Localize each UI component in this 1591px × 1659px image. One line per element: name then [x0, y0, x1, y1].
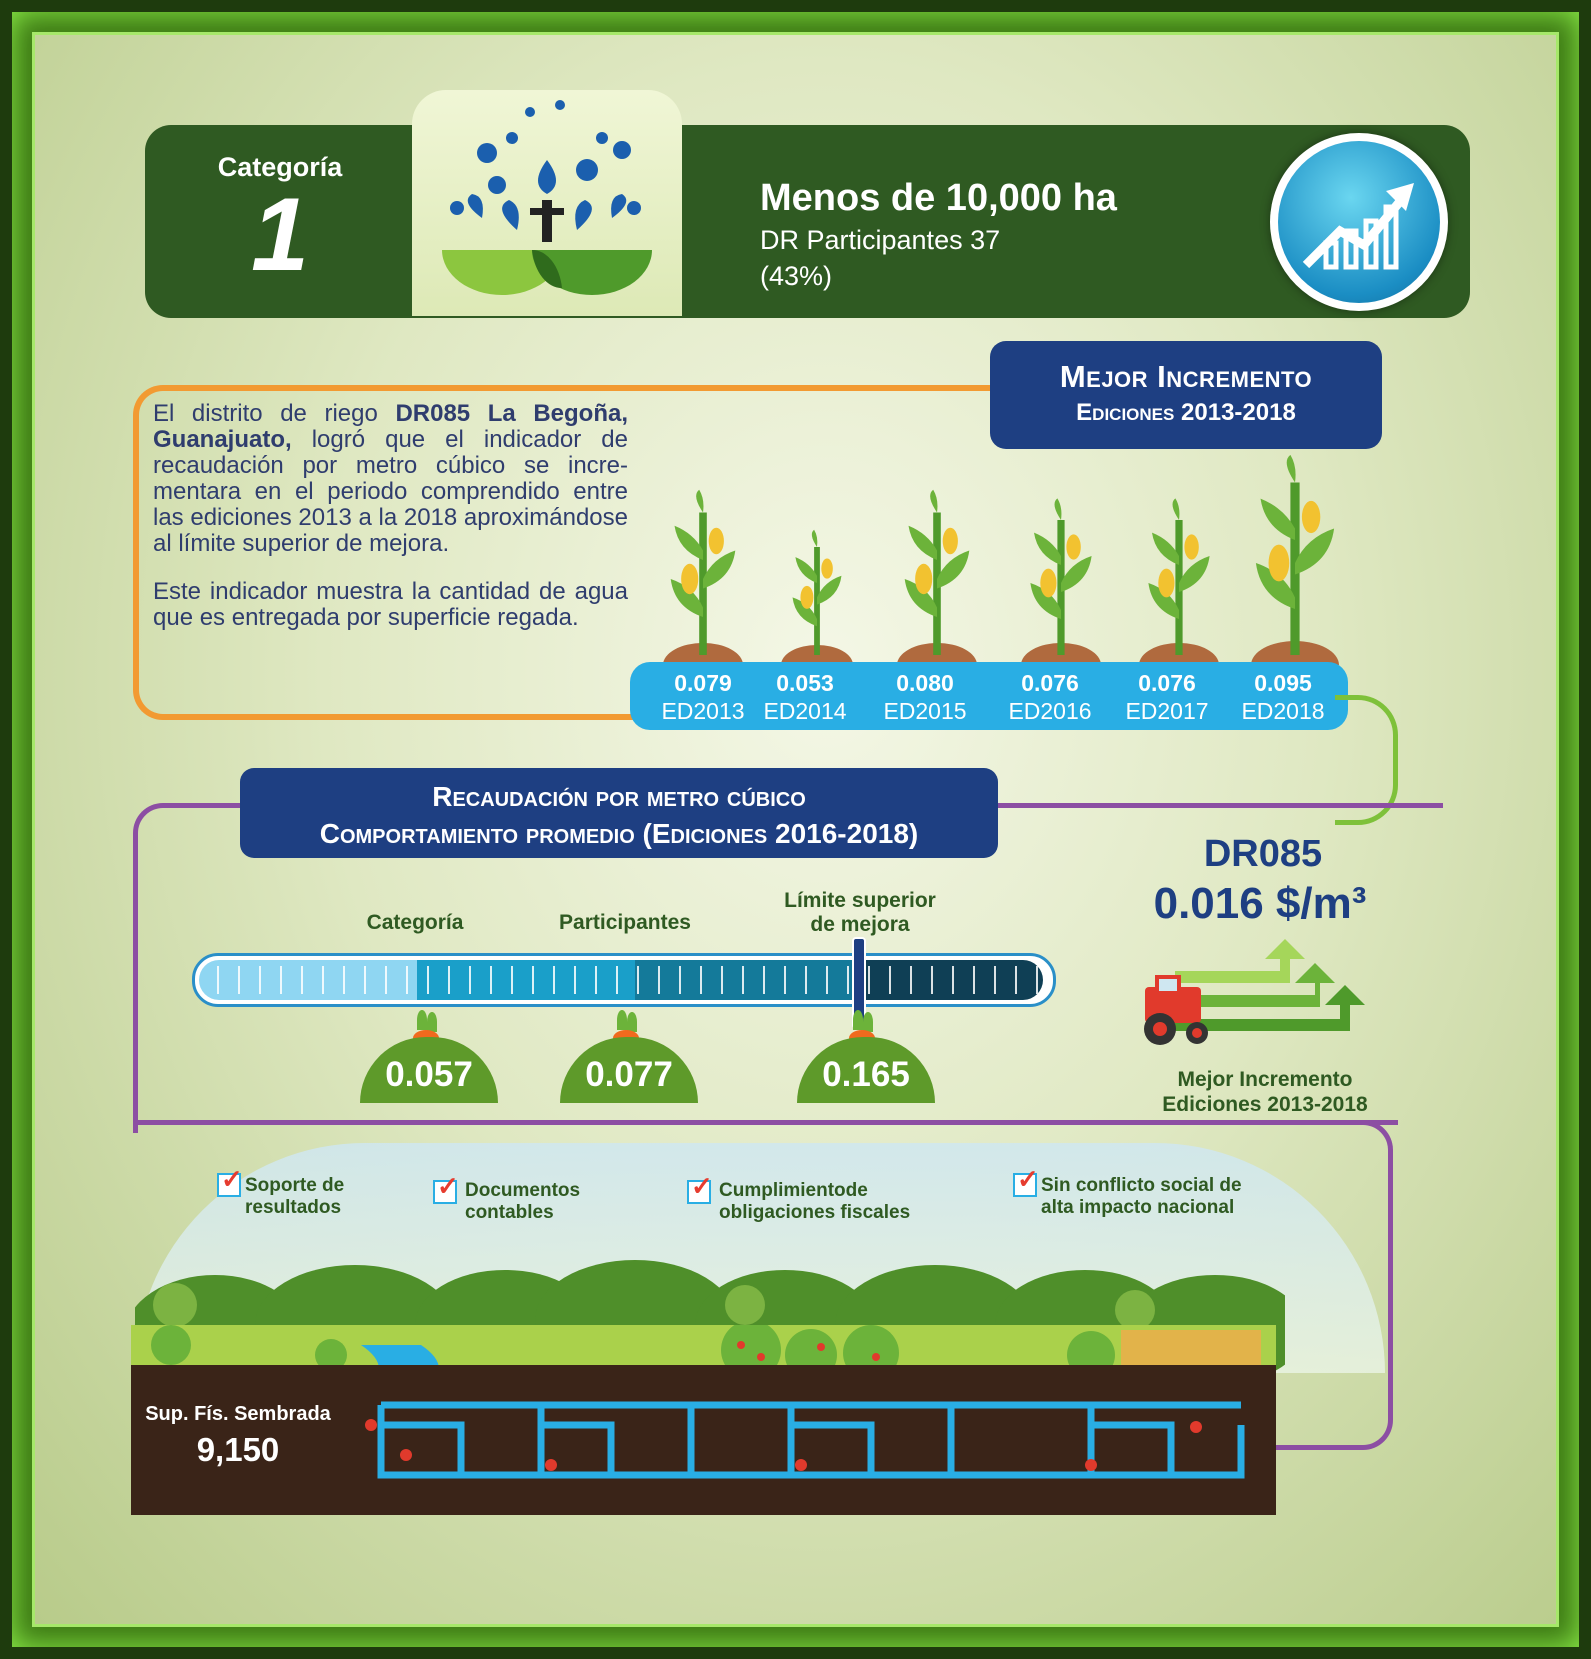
edition-label: ED2014	[763, 698, 847, 724]
editions-strip	[630, 662, 1348, 730]
gauge-tick	[763, 966, 765, 994]
gauge-tick	[364, 966, 366, 994]
size-title: Menos de 10,000 ha	[760, 177, 1117, 219]
gauge-label-limite-1: Límite superior	[784, 889, 936, 912]
desc-p1-post: logró que el indicador de recaudación por metro cúbico se incre-mentara en el periodo comprendido entre las ediciones 2013 a la 2018 aproximándose al límite superior de mejora.	[153, 426, 628, 557]
checklist-item	[1041, 1175, 1242, 1219]
recaudacion-subtitle: Comportamiento promedio (Ediciones 2016-2018)	[319, 818, 919, 849]
corn-plant-icon	[1139, 498, 1219, 665]
district-code: DR085	[1203, 833, 1323, 875]
gauge-tick	[595, 966, 597, 994]
trend-up-chart-icon	[1278, 141, 1440, 303]
gauge-tick	[406, 966, 408, 994]
district-label-2: Ediciones 2013-2018	[1162, 1093, 1368, 1116]
corn-plant-icon	[1251, 455, 1339, 665]
gauge-tick	[469, 966, 471, 994]
edition-value: 0.079	[674, 670, 732, 696]
gauge-tick	[679, 966, 681, 994]
gauge-tick	[322, 966, 324, 994]
gauge-tick	[217, 966, 219, 994]
gauge-tick	[700, 966, 702, 994]
carrot-leaf	[417, 1010, 427, 1030]
best-increase-title: Mejor Incremento	[1059, 359, 1313, 394]
category-number: 1	[251, 177, 309, 293]
gauge-tick	[637, 966, 639, 994]
edition-label: ED2016	[1008, 698, 1092, 724]
checklist-item	[719, 1180, 910, 1224]
check-mark: ✓	[437, 1171, 459, 1201]
carrot-leaf	[617, 1010, 627, 1030]
recaudacion-frame-bottom	[133, 1120, 1398, 1125]
checklist-line1: Cumplimientode	[719, 1180, 868, 1201]
gauge-tick	[889, 966, 891, 994]
gauge-label-participantes: Participantes	[559, 911, 691, 934]
gauge-segment	[635, 960, 853, 1000]
corn-row	[655, 455, 1355, 665]
checklist-item	[245, 1175, 344, 1219]
gauge-tick	[490, 966, 492, 994]
gauge-tick	[448, 966, 450, 994]
gauge-tick	[721, 966, 723, 994]
trend-badge	[1270, 133, 1448, 311]
checklist-line1: Sin conflicto social de	[1041, 1175, 1242, 1196]
edition-label: ED2017	[1125, 698, 1209, 724]
district-value: 0.016 $/m³	[1153, 879, 1367, 928]
edition-label: ED2018	[1241, 698, 1325, 724]
corn-plant-icon	[897, 490, 977, 665]
gauge-tick	[616, 966, 618, 994]
gauge-tick	[1015, 966, 1017, 994]
gauge-tick	[868, 966, 870, 994]
edition-value: 0.076	[1138, 670, 1196, 696]
gauge-tick	[658, 966, 660, 994]
carrot-leaf	[427, 1012, 437, 1032]
infographic-canvas	[32, 32, 1559, 1627]
gauge-tick	[511, 966, 513, 994]
water-drops-logo-icon	[412, 90, 682, 316]
gauge-tick	[784, 966, 786, 994]
checklist-item	[465, 1180, 580, 1224]
recaudacion-title: Recaudación por metro cúbico	[432, 781, 806, 812]
gauge-tick	[994, 966, 996, 994]
category-header	[145, 125, 1470, 318]
edition-value: 0.053	[776, 670, 834, 696]
gauge-tick	[427, 966, 429, 994]
gauge-tick	[532, 966, 534, 994]
check-mark: ✓	[221, 1164, 243, 1194]
checklist-line1: Documentos	[465, 1180, 581, 1201]
mound-limite: 0.165	[797, 1037, 935, 1103]
checklist-line2: alta impacto nacional	[1041, 1197, 1235, 1218]
description-paragraph-1	[153, 401, 628, 557]
gauge-tick	[952, 966, 954, 994]
gauge-tick	[931, 966, 933, 994]
desc-p1-bold: DR085 La Begoña, Guanajuato,	[153, 400, 628, 453]
corn-plant-icon	[781, 530, 853, 665]
gauge-tick	[238, 966, 240, 994]
checklist-line2: obligaciones fiscales	[719, 1202, 911, 1223]
tractor-icon	[1115, 935, 1365, 1060]
corn-plant-icon	[663, 490, 743, 665]
best-increase-banner	[990, 341, 1382, 449]
gauge-tick	[343, 966, 345, 994]
corn-plant-icon	[1021, 498, 1101, 665]
gauge-tick	[805, 966, 807, 994]
category-label: Categoría	[217, 152, 343, 182]
carrot-leaf	[863, 1012, 873, 1032]
gauge-tick	[259, 966, 261, 994]
gauge-tick	[280, 966, 282, 994]
gauge-tick	[553, 966, 555, 994]
gauge-tick	[301, 966, 303, 994]
gauge-label-categoria: Categoría	[366, 911, 464, 934]
gauge-tick	[826, 966, 828, 994]
edition-label: ED2015	[883, 698, 967, 724]
gauge-tick	[1036, 966, 1038, 994]
gauge-tick	[385, 966, 387, 994]
desc-p1-pre: El distrito de riego	[153, 400, 396, 427]
checklist-line2: resultados	[245, 1197, 342, 1218]
carrot-leaf	[853, 1010, 863, 1030]
participants-count: DR Participantes 37	[760, 225, 1001, 255]
gauge-tick	[574, 966, 576, 994]
gauge-tick	[910, 966, 912, 994]
surface-value: 9,150	[196, 1431, 280, 1468]
mound-categoria: 0.057	[360, 1037, 498, 1103]
corn-plants-graphic	[655, 455, 1355, 665]
description-paragraph-2: Este indicador muestra la cantidad de agua que es entregada por superficie regada.	[153, 578, 628, 631]
check-mark: ✓	[691, 1171, 713, 1201]
edition-value: 0.076	[1021, 670, 1079, 696]
recaudacion-banner	[240, 768, 998, 858]
mound-participantes: 0.077	[560, 1037, 698, 1103]
best-increase-subtitle: Ediciones 2013-2018	[1076, 399, 1296, 426]
carrot-leaf	[627, 1012, 637, 1032]
participants-percent: (43%)	[760, 261, 833, 291]
checklist-line1: Soporte de	[245, 1175, 345, 1196]
edition-value: 0.095	[1254, 670, 1312, 696]
gauge-tick	[973, 966, 975, 994]
edition-label: ED2013	[661, 698, 745, 724]
checklist-line2: contables	[465, 1202, 554, 1223]
recaudacion-gauge	[192, 953, 1056, 1007]
edition-value: 0.080	[896, 670, 954, 696]
check-mark: ✓	[1017, 1164, 1039, 1194]
gauge-tick	[847, 966, 849, 994]
description-text	[153, 401, 628, 631]
gauge-tick	[742, 966, 744, 994]
gauge-label-limite-2: de mejora	[810, 913, 910, 936]
district-label-1: Mejor Incremento	[1177, 1068, 1353, 1091]
surface-label: Sup. Fís. Sembrada	[145, 1403, 331, 1425]
